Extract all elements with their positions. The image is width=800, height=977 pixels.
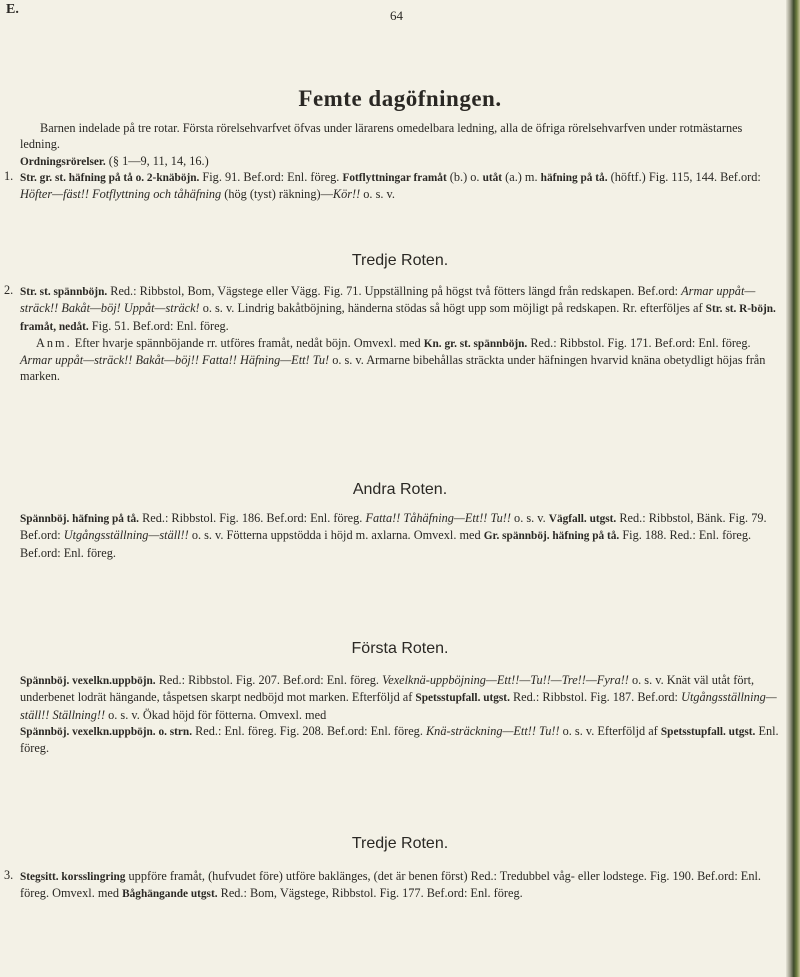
exercise-name: Str. gr. st. häfning på tå o. 2-knäböjn. xyxy=(20,172,200,184)
intro-text: Barnen indelade på tre rotar. Första rörelsehvarfvet öfvas under lärarens omedelbara ledning, alla de öfriga rörelsehvarfven under rotmästarnes ledning. xyxy=(20,121,743,152)
item2-paragraph xyxy=(20,283,782,385)
exercise-text: o. s. v. Knät väl utåt fört, underbenet lodrät hängande, tåspetsen skarpt nedböjd mot marken. Efterföljd af xyxy=(20,673,755,705)
exercise-name: utåt xyxy=(482,172,503,184)
exercise-text: (a.) m. xyxy=(505,170,538,184)
exercise-name: Stegsitt. korsslingring xyxy=(20,871,126,883)
command-text: Höfter—fäst!! Fotflyttning och tåhäfning xyxy=(20,187,222,202)
command-text: Knä-sträckning—Ett!! Tu!! xyxy=(425,723,560,738)
exercise-text: uppföre framåt, (hufvudet före) utföre baklänges, (det är benen först) xyxy=(128,869,468,883)
exercise-name: Fotflyttningar framåt xyxy=(342,172,447,184)
command-text: Utgångsställning—ställ!! xyxy=(63,528,189,543)
exercise-text: (b.) o. xyxy=(449,170,480,184)
section-heading-tredje: Tredje Roten. xyxy=(351,252,449,269)
exercise-name: Spetsstupfall. utgst. xyxy=(660,725,756,738)
forsta-paragraph xyxy=(20,672,782,756)
command-text: Vexelknä-uppböjning—Ett!!—Tu!!—Tre!!—Fyra!! xyxy=(382,673,629,687)
exercise-text: Red.: Enl. föreg. Fig. 208. Bef.ord: Enl. föreg. xyxy=(195,723,423,738)
exercise-text: Red.: Ribbstol, Bänk. Fig. 79. Bef.ord: xyxy=(20,511,767,543)
command-text: Kör!! xyxy=(332,187,361,202)
section-heading-tredje-2: Tredje Roten. xyxy=(351,835,449,852)
command-text: Utgångsställning—ställ!! Ställning!! xyxy=(20,690,777,722)
exercise-text: Fig. 51. Bef.ord: Enl. föreg. xyxy=(91,318,229,333)
exercise-text: o. s. v. xyxy=(514,511,546,525)
exercise-text: Red.: Ribbstol. Fig. 207. Bef.ord: Enl. föreg. xyxy=(158,673,380,687)
exercise-name: Spännböj. häfning på tå. xyxy=(20,513,139,525)
intro-paragraph xyxy=(20,120,782,153)
andra-paragraph xyxy=(20,510,782,561)
page-number: 64 xyxy=(390,8,403,23)
item1-paragraph xyxy=(20,169,782,203)
exercise-text: Fig. 91. Bef.ord: Enl. föreg. xyxy=(202,170,340,184)
ordning-line xyxy=(20,153,782,170)
exercise-text: Red.: Ribbstol. Fig. 171. Bef.ord: Enl. föreg. xyxy=(530,335,751,350)
exercise-text: Red.: Ribbstol. Fig. 186. Bef.ord: Enl. föreg. xyxy=(142,511,363,525)
exercise-text: Red.: Bom, Vägstege, Ribbstol. Fig. 177. Bef.ord: Enl. föreg. xyxy=(220,886,523,901)
exercise-text: o. s. v. Ökad höjd för fötterna. Omvexl. med xyxy=(108,707,327,722)
section-heading-andra: Andra Roten. xyxy=(352,481,448,498)
exercise-name: Vägfall. utgst. xyxy=(548,513,617,525)
exercise-text: (höftf.) Fig. 115, 144. Bef.ord: xyxy=(610,170,761,184)
item-number: 1. xyxy=(4,169,14,183)
signature-letter: E. xyxy=(6,2,19,17)
section-heading-forsta: Första Roten. xyxy=(351,640,449,657)
exercise-text: o. s. v. Efterföljd af xyxy=(562,723,658,738)
exercise-name: Spännböj. vexelkn.uppböjn. xyxy=(20,675,156,687)
exercise-text: Enl. föreg. xyxy=(20,723,779,756)
item3-paragraph xyxy=(20,868,782,903)
exercise-name: Str. st. spännböjn. xyxy=(20,286,108,298)
exercise-name: Spetsstupfall. utgst. xyxy=(415,692,510,705)
exercise-text: Red.: Ribbstol. Fig. 187. Bef.ord: xyxy=(512,690,678,705)
ordning-label: Ordningsrörelser. xyxy=(20,156,106,168)
exercise-name: häfning på tå. xyxy=(540,172,608,184)
item-number: 3. xyxy=(4,868,14,882)
page-title: Femte dagöfningen. xyxy=(298,86,502,111)
note-label: Anm. xyxy=(36,335,72,350)
item-number: 2. xyxy=(4,283,14,297)
exercise-name: Kn. gr. st. spännböjn. xyxy=(423,337,528,350)
command-text: Fatta!! Tåhäfning—Ett!! Tu!! xyxy=(365,511,511,525)
ordning-text: (§ 1—9, 11, 14, 16.) xyxy=(108,154,209,168)
exercise-text: Red.: Tredubbel våg- eller lodstege. Fig. 190. Bef.ord: Enl. föreg. Omvexl. med xyxy=(20,869,761,901)
exercise-text: o. s. v. Armarne bibehållas sträckta under häfningen hvarvid knäna obetydligt höjas från marken. xyxy=(20,353,766,384)
exercise-text: o. s. v. xyxy=(363,187,395,202)
exercise-text: o. s. v. Fötterna uppstödda i höjd m. axlarna. Omvexl. med xyxy=(191,528,481,543)
exercise-name: Båghängande utgst. xyxy=(122,888,218,901)
exercise-text: Efter hvarje spännböjande rr. utföres framåt, nedåt böjn. Omvexl. med xyxy=(74,335,421,350)
exercise-text: (hög (tyst) räkning)— xyxy=(224,187,333,202)
command-text: Armar uppåt—sträck!! Bakåt—böj!! Fatta!! Häfning—Ett! Tu! xyxy=(20,353,330,368)
exercise-text: Red.: Ribbstol, Bom, Vägstege eller Vägg. Fig. 71. Uppställning på högst två fötters längd från redskapen. Bef.ord: xyxy=(110,284,679,298)
exercise-name: Gr. spännböj. häfning på tå. xyxy=(483,530,620,543)
exercise-text: Fig. 188. Red.: Enl. föreg. Bef.ord: Enl. föreg. xyxy=(20,528,752,560)
exercise-text: o. s. v. Lindrig bakåtböjning, händerna stödas så högt upp som möjligt på redskapen. Rr. efterföljes af xyxy=(202,301,703,316)
exercise-name: Spännböj. vexelkn.uppböjn. o. strn. xyxy=(20,725,193,738)
exercise-name: Str. st. R-böjn. framåt, nedåt. xyxy=(20,303,776,333)
command-text: Armar uppåt—sträck!! Bakåt—böj! Uppåt—sträck! xyxy=(20,284,756,316)
